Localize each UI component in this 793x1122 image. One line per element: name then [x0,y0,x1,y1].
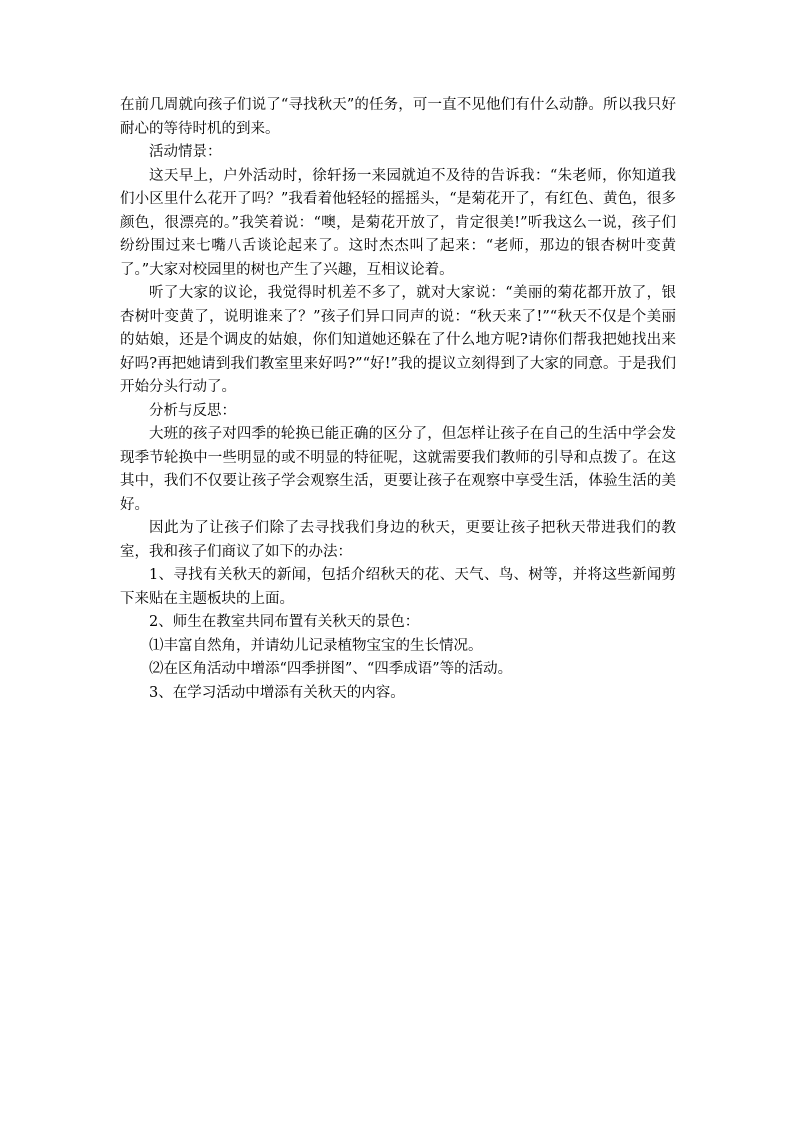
list-subitem-2: ⑵在区角活动中增添“四季拼图”、“四季成语”等的活动。 [149,661,513,677]
heading-activity-scene: 活动情景： [149,144,222,160]
paragraph-plan-intro: 因此为了让孩子们除了去寻找我们身边的秋天，更要让孩子把秋天带进我们的教室，我和孩子们商议了如下的办法： [120,520,676,560]
document-body [120,94,676,705]
paragraph-analysis: 大班的孩子对四季的轮换已能正确的区分了，但怎样让孩子在自己的生活中学会发现季节轮换中一些明显的或不明显的特征呢，这就需要我们教师的引导和点拨了。在这其中，我们不仅要让孩子学会观察生活，更要让孩子在观察中享受生活，体验生活的美好。 [120,426,676,513]
paragraph-discussion: 听了大家的议论，我觉得时机差不多了，就对大家说：“美丽的菊花都开放了，银杏树叶变黄了，说明谁来了？”孩子们异口同声的说：“秋天来了!”“秋天不仅是个美丽的姑娘，还是个调皮的姑娘，你们知道她还躲在了什么地方呢?请你们帮我把她找出来好吗?再把她请到我们教室里来好吗?”“好!”我的提议立刻得到了大家的同意。于是我们开始分头行动了。 [120,285,676,395]
paragraph-morning-story: 这天早上，户外活动时，徐轩扬一来园就迫不及待的告诉我：“朱老师，你知道我们小区里什么花开了吗？”我看着他轻轻的摇摇头，“是菊花开了，有红色、黄色，很多颜色，很漂亮的。”我笑着说：“噢，是菊花开放了，肯定很美!”听我这么一说，孩子们纷纷围过来七嘴八舌谈论起来了。这时杰杰叫了起来：“老师，那边的银杏树叶变黄了。”大家对校园里的树也产生了兴趣，互相议论着。 [120,167,676,278]
list-item-1: 1、寻找有关秋天的新闻，包括介绍秋天的花、天气、鸟、树等，并将这些新闻剪下来贴在主题板块的上面。 [120,567,676,607]
list-item-2: 2、师生在教室共同布置有关秋天的景色： [149,614,420,630]
list-subitem-1: ⑴丰富自然角，并请幼儿记录植物宝宝的生长情况。 [149,637,483,654]
list-item-3: 3、在学习活动中增添有关秋天的内容。 [149,684,405,701]
heading-analysis-reflection: 分析与反思： [149,402,236,419]
paragraph-intro: 在前几周就向孩子们说了“寻找秋天”的任务，可一直不见他们有什么动静。所以我只好耐心的等待时机的到来。 [120,97,676,137]
